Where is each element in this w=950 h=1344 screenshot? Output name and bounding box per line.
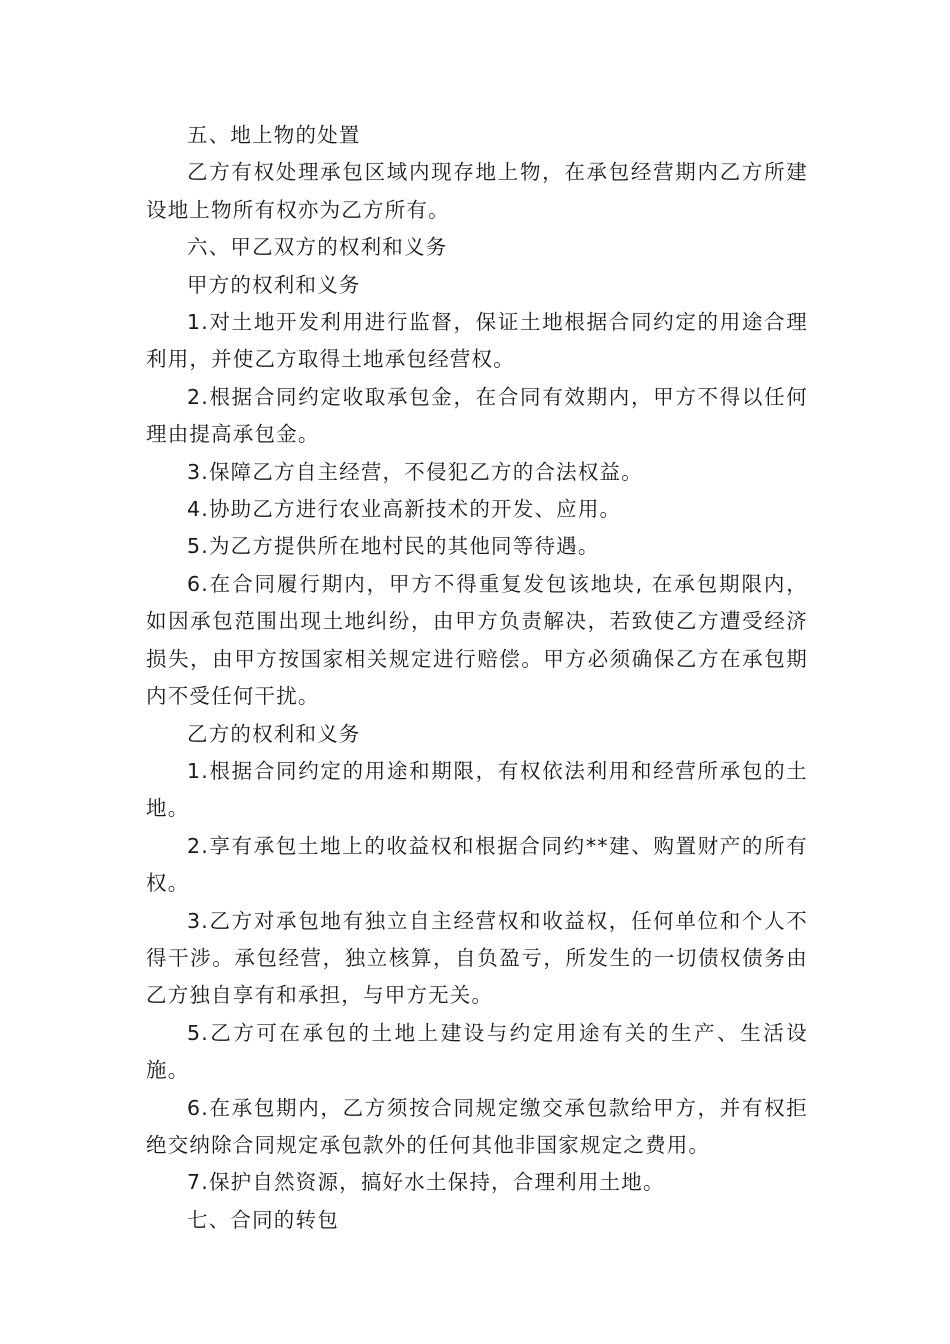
section-heading-6: 六、甲乙双方的权利和义务 xyxy=(187,235,448,260)
party-b-item-6: 6.在承包期内，乙方须按合同规定缴交承包款给甲方，并有权拒绝交纳除合同规定承包款外的任何其他非国家规定之费用。 xyxy=(146,1095,808,1157)
party-a-item-6: 6.在合同履行期内，甲方不得重复发包该地块, 在承包期限内，如因承包范围出现土地纠纷，由甲方负责解决，若致使乙方遭受经济损失，由甲方按国家相关规定进行赔偿。甲方必须确保乙方在承包期内不受任何干扰。 xyxy=(146,571,808,709)
party-a-item-5: 5.为乙方提供所在地村民的其他同等待遇。 xyxy=(187,534,600,559)
party-a-item-4: 4.协助乙方进行农业高新技术的开发、应用。 xyxy=(187,497,622,522)
party-b-item-5: 5.乙方可在承包的土地上建设与约定用途有关的生产、生活设施。 xyxy=(146,1020,808,1083)
party-a-item-2: 2.根据合同约定收取承包金，在合同有效期内，甲方不得以任何理由提高承包金。 xyxy=(146,384,808,447)
subheading-party-a: 甲方的权利和义务 xyxy=(187,272,361,297)
section-heading-5: 五、地上物的处置 xyxy=(187,123,361,147)
party-a-item-3: 3.保障乙方自主经营，不侵犯乙方的合法权益。 xyxy=(187,459,643,484)
paragraph-ground-objects: 乙方有权处理承包区域内现存地上物，在承包经营期内乙方所建设地上物所有权亦为乙方所有。 xyxy=(146,160,808,222)
document-body xyxy=(146,117,808,1239)
party-a-item-1: 1.对土地开发利用进行监督，保证土地根据合同约定的用途合理利用，并使乙方取得土地承包经营权。 xyxy=(146,310,808,372)
subheading-party-b: 乙方的权利和义务 xyxy=(187,721,361,746)
party-b-item-3: 3.乙方对承包地有独立自主经营权和收益权，任何单位和个人不得干涉。承包经营，独立核算，自负盈亏，所发生的一切债权债务由乙方独自享有和承担，与甲方无关。 xyxy=(146,908,808,1008)
section-heading-7: 七、合同的转包 xyxy=(187,1207,339,1232)
party-b-item-7: 7.保护自然资源，搞好水土保持，合理利用土地。 xyxy=(187,1170,665,1195)
party-b-item-1: 1.根据合同约定的用途和期限，有权依法利用和经营所承包的土地。 xyxy=(146,758,808,821)
party-b-item-2: 2.享有承包土地上的收益权和根据合同约**建、购置财产的所有权。 xyxy=(146,833,808,896)
